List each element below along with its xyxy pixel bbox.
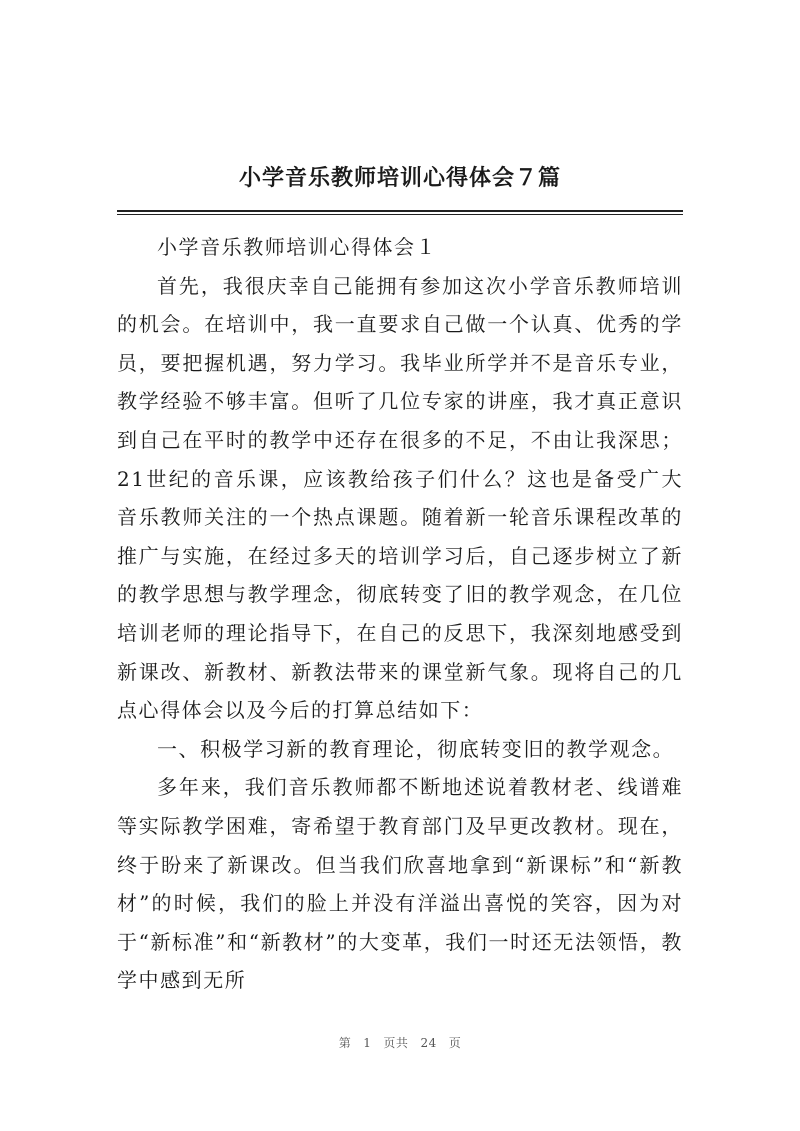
document-title: 小学音乐教师培训心得体会７篇	[238, 165, 561, 191]
body-paragraph: 首先，我很庆幸自己能拥有参加这次小学音乐教师培训的机会。在培训中，我一直要求自己做一个认真、优秀的学员，要把握机遇，努力学习。我毕业所学并不是音乐专业，教学经验不够丰富。但听了几位专家的讲座，我才真正意识到自己在平时的教学中还存在很多的不足，不由让我深思；21世纪的音乐课，应该教给孩子们什么？这也是备受广大音乐教师关注的一个热点课题。随着新一轮音乐课程改革的推广与实施，在经过多天的培训学习后，自己逐步树立了新的教学思想与教学理念，彻底转变了旧的教学观念，在几位培训老师的理论指导下，在自己的反思下，我深刻地感受到新课改、新教材、新教法带来的课堂新气象。现将自己的几点心得体会以及今后的打算总结如下：	[117, 273, 683, 723]
title-divider	[117, 210, 683, 215]
subsection-heading: 一、积极学习新的教育理论，彻底转变旧的教学观念。	[157, 736, 675, 761]
footer-total-pages: 24	[420, 1036, 437, 1050]
section-heading: 小学音乐教师培训心得体会１	[157, 235, 438, 259]
footer-label-pages: 页	[448, 1036, 462, 1050]
footer-current-page: 1	[363, 1036, 372, 1050]
page-footer	[0, 1034, 800, 1051]
footer-label-of: 页共	[383, 1036, 409, 1050]
document-body	[117, 228, 683, 1000]
body-paragraph: 多年来，我们音乐教师都不断地述说着教材老、线谱难等实际教学困难，寄希望于教育部门及早更改教材。现在，终于盼来了新课改。但当我们欣喜地拿到“新课标”和“新教材”的时候，我们的脸上并没有洋溢出喜悦的笑容，因为对于“新标准”和“新教材”的大变革，我们一时还无法领悟，教学中感到无所	[117, 775, 683, 993]
footer-label-page: 第	[338, 1036, 352, 1050]
